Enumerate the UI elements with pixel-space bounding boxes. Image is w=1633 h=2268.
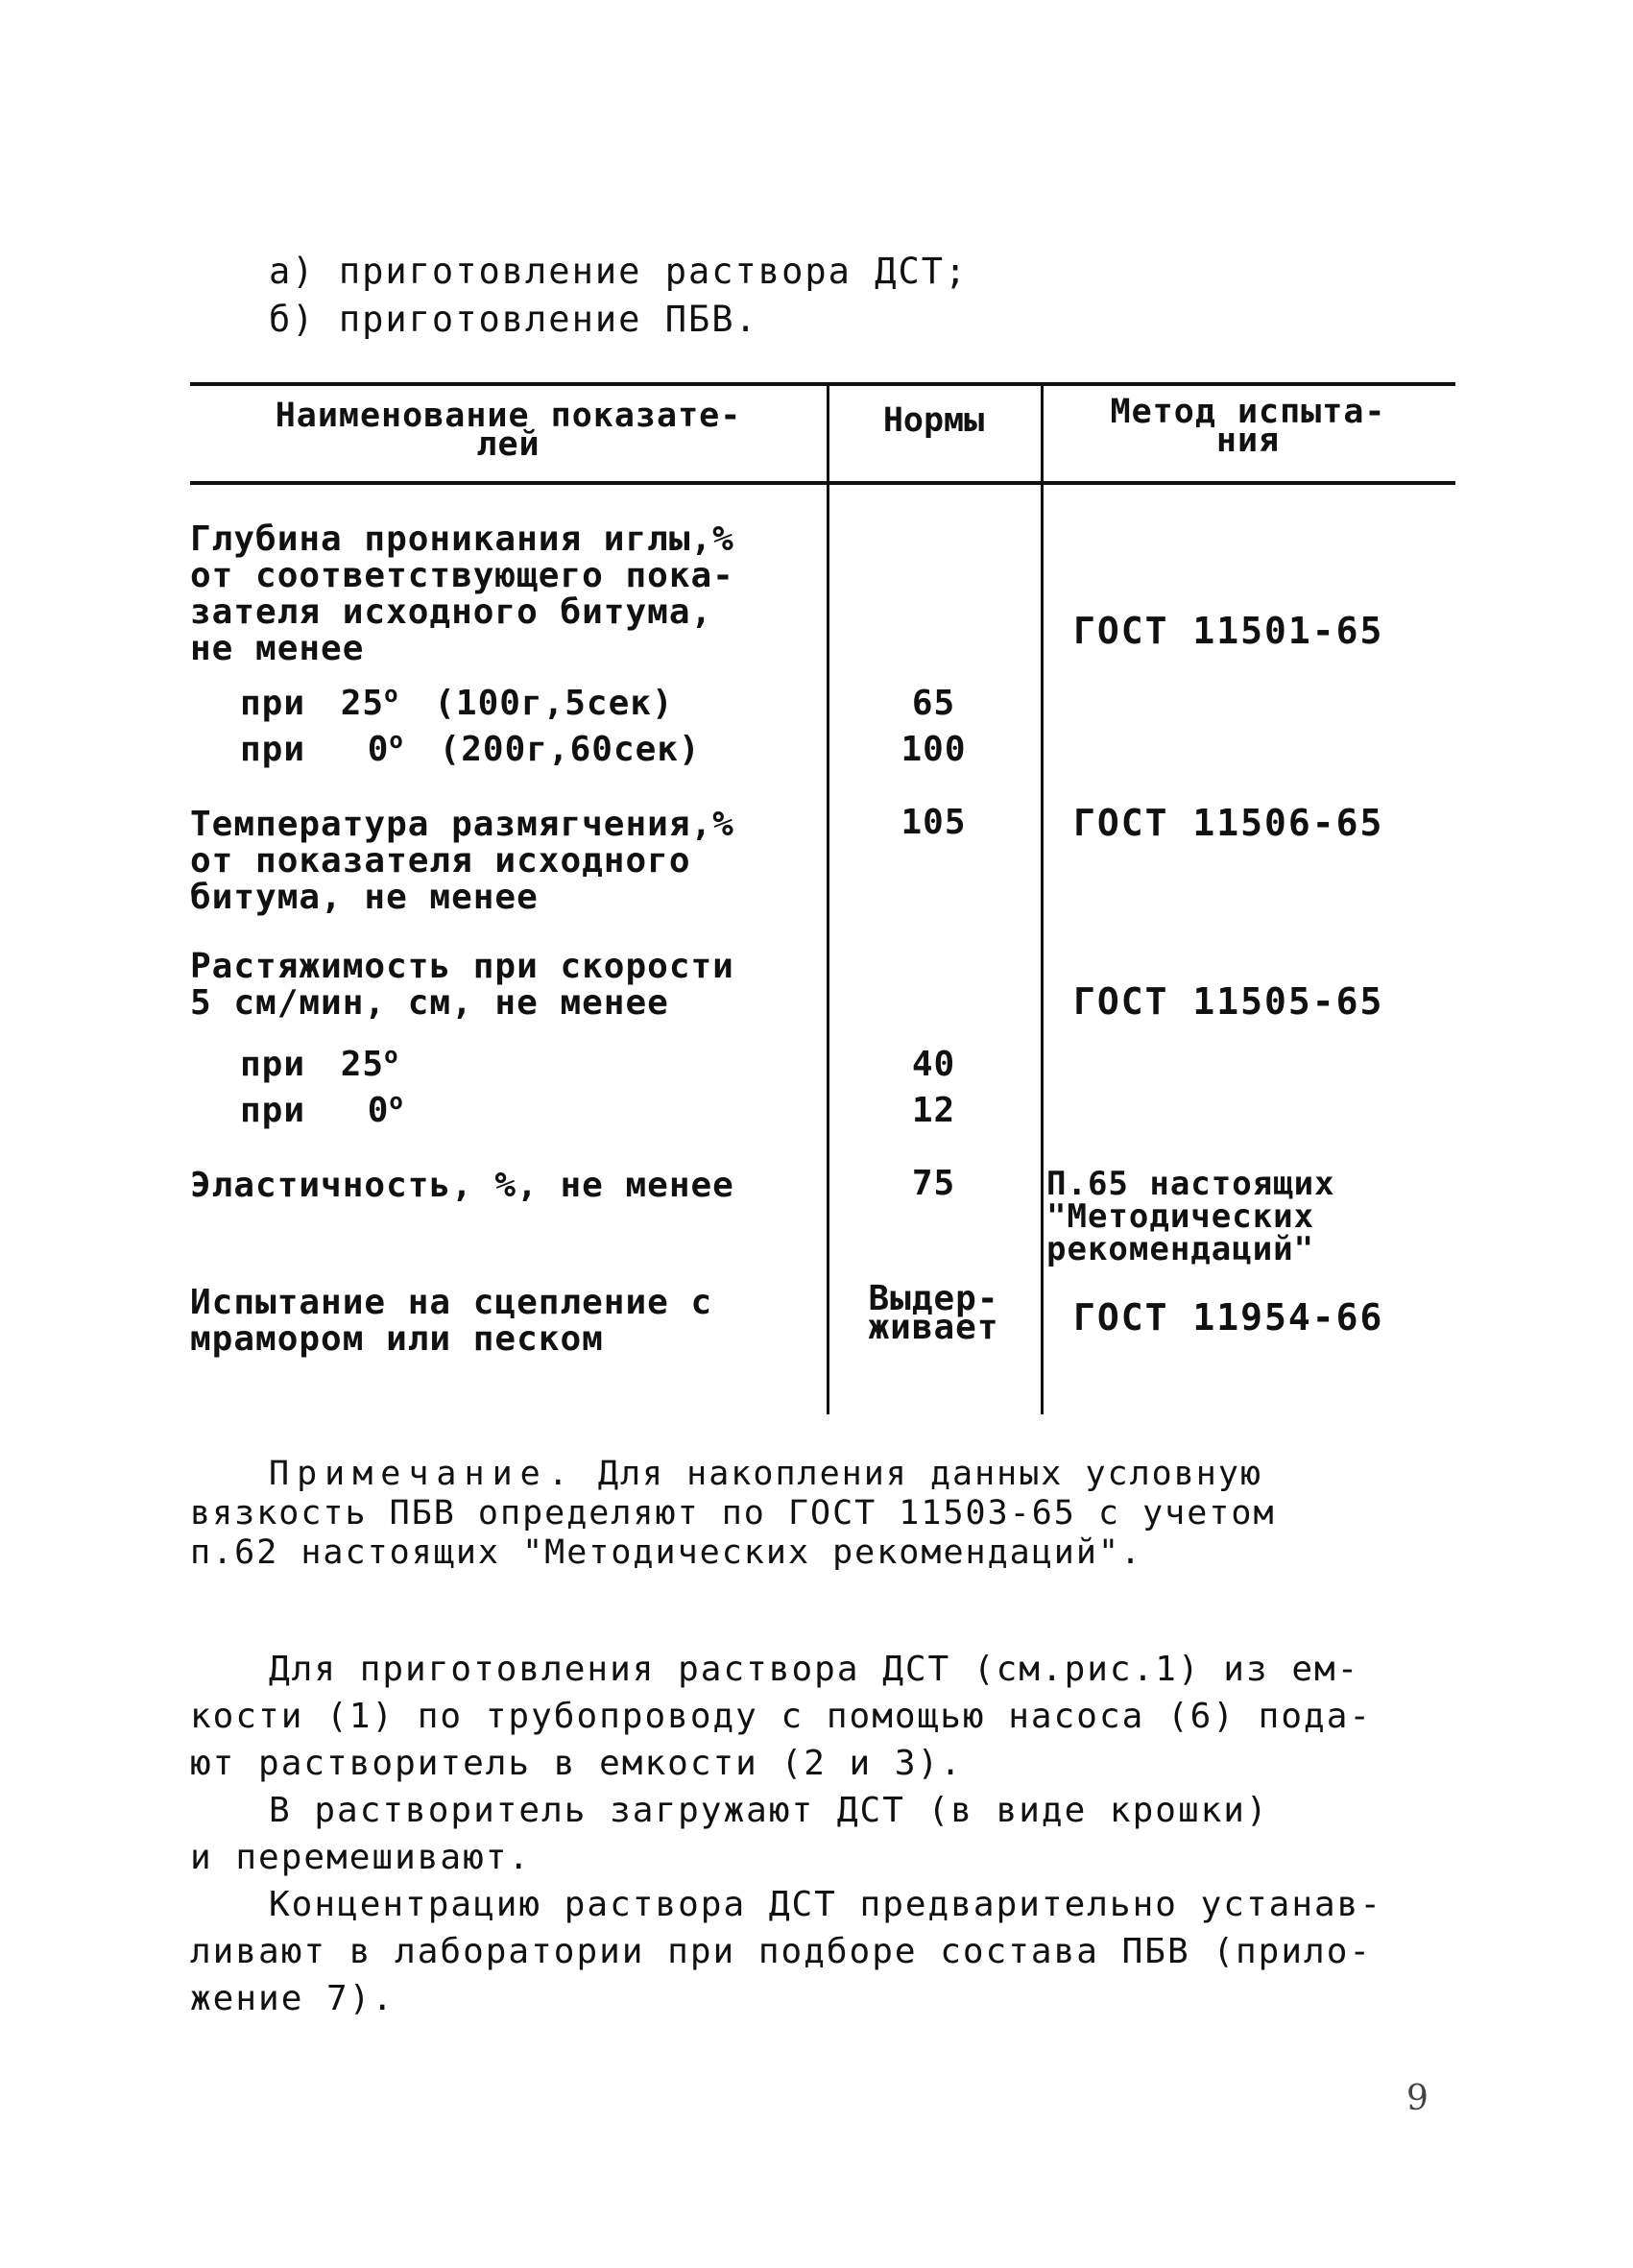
sub-temp: 25 xyxy=(340,684,385,723)
row-elasticity-method-line: рекомендаций" xyxy=(1046,1230,1315,1268)
header-indicator-name xyxy=(190,397,827,464)
body-line: кости (1) по трубопроводу с помощью насоса (6) пода- xyxy=(190,1697,1373,1736)
row-penetration-method: ГОСТ 11501-65 xyxy=(1073,610,1384,652)
body-line: жение 7). xyxy=(190,1979,396,2018)
note-line-3: п.62 настоящих "Методических рекомендаций". xyxy=(190,1533,1143,1572)
intro-item-b: б) приготовление ПБВ. xyxy=(269,299,758,340)
body-line: Концентрацию раствора ДСТ предварительно устанав- xyxy=(269,1885,1383,1924)
note-block xyxy=(190,1455,1457,1573)
degree-mark: о xyxy=(384,1042,399,1069)
sub-prefix: при xyxy=(240,730,306,769)
page-number: 9 xyxy=(1406,2079,1429,2118)
body-line: ливают в лаборатории при подборе состава ПБВ (прило- xyxy=(190,1932,1373,1971)
note-text: Для накопления данных условную xyxy=(575,1455,1263,1493)
row-penetration-name xyxy=(190,521,824,667)
note-label: Примечание. xyxy=(269,1455,576,1493)
note-line-1 xyxy=(190,1455,1457,1494)
row-adhesion-method: ГОСТ 11954-66 xyxy=(1073,1296,1384,1339)
sub-temp: 0 xyxy=(367,1091,390,1130)
row-ductility-value-0: 12 xyxy=(911,1091,956,1130)
sub-prefix: при xyxy=(240,1091,306,1130)
header-indicator-name-text: Наименование показате- лей xyxy=(275,397,742,464)
row-softening-name xyxy=(190,807,824,916)
sub-condition: (200г,60сек) xyxy=(439,730,701,769)
row-penetration-sub-25 xyxy=(240,681,674,723)
row-adhesion-name-line: Испытание на сцепление с xyxy=(190,1283,713,1322)
sub-temp: 25 xyxy=(340,1045,385,1084)
body-line: и перемешивают. xyxy=(190,1838,532,1877)
table-column-divider-1 xyxy=(827,382,829,1414)
row-softening-name-line: битума, не менее xyxy=(190,878,539,917)
row-adhesion-name-line: мрамором или песком xyxy=(190,1319,604,1359)
row-softening-name-line: Температура размягчения,% xyxy=(190,805,734,844)
degree-mark: о xyxy=(389,1088,404,1115)
row-elasticity-value: 75 xyxy=(911,1164,956,1203)
row-penetration-name-line: не менее xyxy=(190,629,365,668)
sub-condition: (100г,5сек) xyxy=(434,684,674,723)
body-line: ют растворитель в емкости (2 и 3). xyxy=(190,1744,963,1783)
row-ductility-value-25: 40 xyxy=(911,1045,956,1084)
table-top-rule xyxy=(190,382,1455,386)
row-ductility-name-line: Растяжимость при скорости xyxy=(190,947,734,986)
row-adhesion-name xyxy=(190,1285,824,1358)
header-test-method xyxy=(1041,393,1455,460)
intro-list xyxy=(269,248,968,344)
row-elasticity-name: Эластичность, %, не менее xyxy=(190,1166,734,1205)
body-line: В растворитель загружают ДСТ (в виде крошки) xyxy=(269,1791,1269,1830)
body-paragraphs xyxy=(190,1646,1457,2022)
row-ductility-sub-25 xyxy=(240,1042,399,1084)
row-softening-method: ГОСТ 11506-65 xyxy=(1073,802,1384,844)
row-softening-name-line: от показателя исходного xyxy=(190,841,691,881)
row-adhesion-value-line: живает xyxy=(868,1308,999,1347)
table-column-divider-2 xyxy=(1041,382,1044,1414)
row-elasticity-method-line: П.65 настоящих xyxy=(1046,1165,1335,1203)
degree-mark: о xyxy=(389,727,404,754)
note-line-2: вязкость ПБВ определяют по ГОСТ 11503-65 с учетом xyxy=(190,1494,1276,1532)
requirements-table xyxy=(190,382,1457,1414)
row-ductility-name-line: 5 см/мин, см, не менее xyxy=(190,983,669,1023)
row-penetration-value-0: 100 xyxy=(901,730,967,769)
row-elasticity-method xyxy=(1046,1165,1335,1268)
row-penetration-sub-0 xyxy=(240,727,701,769)
header-norms: Нормы xyxy=(882,401,985,440)
row-elasticity-method-line: "Методических xyxy=(1046,1197,1315,1236)
row-penetration-value-25: 65 xyxy=(911,684,956,723)
row-ductility-sub-0 xyxy=(240,1088,404,1130)
sub-temp: 0 xyxy=(367,730,390,769)
body-line: Для приготовления раствора ДСТ (см.рис.1) из ем- xyxy=(269,1650,1360,1689)
row-penetration-name-line: от соответствующего пока- xyxy=(190,556,734,595)
sub-prefix: при xyxy=(240,684,306,723)
intro-item-a: а) приготовление раствора ДСТ; xyxy=(269,251,969,292)
row-ductility-method: ГОСТ 11505-65 xyxy=(1073,980,1384,1023)
row-penetration-name-line: зателя исходного битума, xyxy=(190,592,713,632)
row-adhesion-value-line: Выдер- xyxy=(868,1279,999,1318)
row-ductility-name xyxy=(190,949,824,1022)
table-header-rule xyxy=(190,481,1455,485)
degree-mark: о xyxy=(384,681,399,708)
header-test-method-text: Метод испыта- ния xyxy=(1110,393,1386,460)
row-softening-value: 105 xyxy=(901,803,967,842)
sub-prefix: при xyxy=(240,1045,306,1084)
row-adhesion-value xyxy=(827,1279,1041,1347)
row-penetration-name-line: Глубина проникания иглы,% xyxy=(190,519,734,559)
